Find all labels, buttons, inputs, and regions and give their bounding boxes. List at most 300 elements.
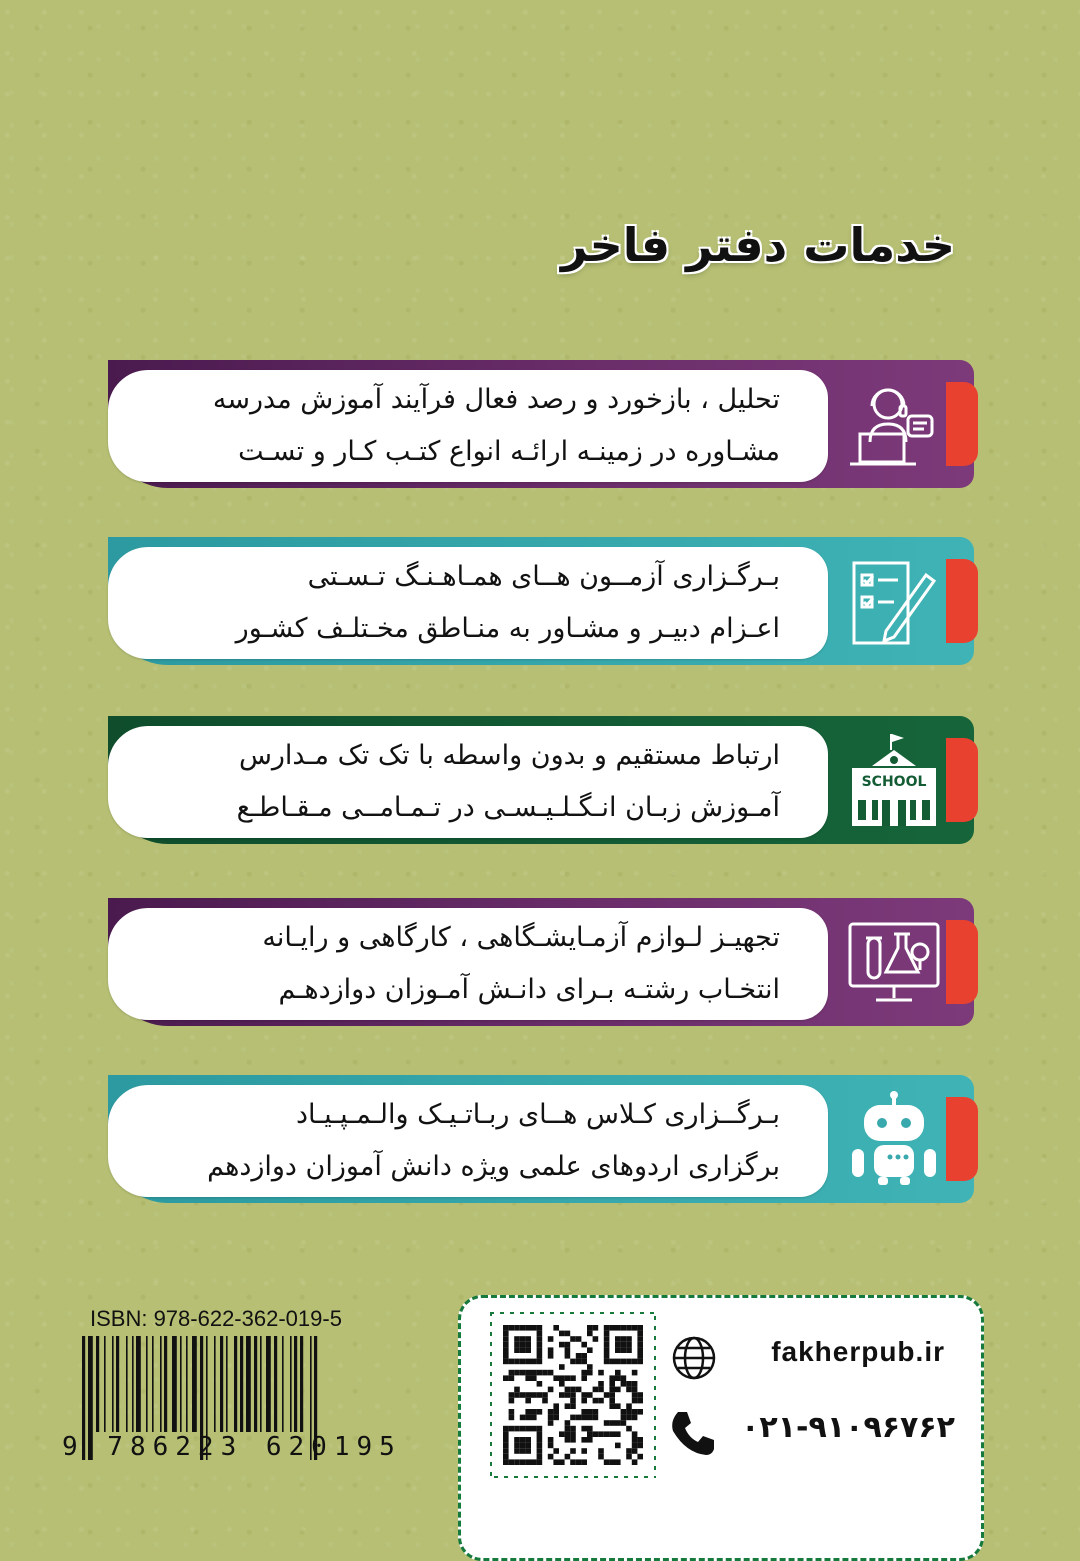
barcode-bar — [96, 1336, 99, 1432]
qr-cell — [587, 1426, 593, 1432]
qr-cell — [520, 1342, 526, 1348]
qr-cell — [570, 1398, 576, 1404]
qr-cell — [632, 1381, 638, 1387]
qr-cell — [525, 1325, 531, 1331]
red-tab — [946, 920, 978, 1004]
qr-cell — [637, 1443, 643, 1449]
qr-cell — [525, 1375, 531, 1381]
qr-cell — [615, 1443, 621, 1449]
qr-cell — [593, 1387, 599, 1393]
qr-cell — [609, 1359, 615, 1365]
barcode-digits: 9 786223 620195 — [62, 1432, 402, 1462]
qr-cell — [537, 1370, 543, 1376]
qr-cell — [621, 1347, 627, 1353]
qr-cell — [598, 1448, 604, 1454]
qr-cell — [565, 1392, 571, 1398]
qr-cell — [637, 1331, 643, 1337]
qr-cell — [537, 1342, 543, 1348]
qr-cell — [604, 1336, 610, 1342]
qr-cell — [537, 1336, 543, 1342]
qr-cell — [503, 1431, 509, 1437]
qr-cell — [565, 1387, 571, 1393]
qr-cell — [621, 1420, 627, 1426]
qr-cell — [559, 1375, 565, 1381]
qr-cell — [587, 1409, 593, 1415]
qr-cell — [604, 1420, 610, 1426]
qr-cell — [514, 1437, 520, 1443]
qr-code[interactable] — [490, 1312, 656, 1478]
qr-cell — [615, 1347, 621, 1353]
qr-cell — [531, 1409, 537, 1415]
barcode-bar — [274, 1336, 277, 1432]
qr-cell — [537, 1409, 543, 1415]
qr-cell — [514, 1387, 520, 1393]
qr-cell — [503, 1459, 509, 1465]
qr-cell — [503, 1375, 509, 1381]
qr-cell — [537, 1454, 543, 1460]
qr-cell — [537, 1459, 543, 1465]
qr-cell — [531, 1459, 537, 1465]
service-line-2: اعـزام دبیـر و مشـاور به منـاطق مخـتلـف کشـور — [235, 613, 780, 644]
qr-cell — [626, 1325, 632, 1331]
service-item-2 — [108, 537, 974, 665]
qr-cell — [514, 1336, 520, 1342]
qr-cell — [570, 1426, 576, 1432]
qr-cell — [520, 1325, 526, 1331]
qr-cell — [537, 1325, 543, 1331]
qr-cell — [609, 1375, 615, 1381]
qr-cell — [609, 1459, 615, 1465]
qr-cell — [537, 1381, 543, 1387]
qr-cell — [542, 1370, 548, 1376]
globe-icon — [670, 1334, 718, 1382]
barcode-bar — [294, 1336, 297, 1432]
qr-cell — [570, 1431, 576, 1437]
qr-cell — [553, 1375, 559, 1381]
barcode-bar — [186, 1336, 188, 1432]
page-title: خدمات دفتر فاخر — [560, 218, 955, 272]
qr-cell — [587, 1415, 593, 1421]
qr-cell — [520, 1415, 526, 1421]
qr-cell — [509, 1459, 515, 1465]
qr-cell — [548, 1347, 554, 1353]
qr-cell — [565, 1437, 571, 1443]
qr-cell — [576, 1336, 582, 1342]
qr-cell — [531, 1375, 537, 1381]
consultant-laptop-icon — [846, 376, 942, 472]
qr-cell — [581, 1370, 587, 1376]
qr-cell — [621, 1342, 627, 1348]
qr-cell — [537, 1426, 543, 1432]
qr-cell — [637, 1342, 643, 1348]
qr-cell — [525, 1448, 531, 1454]
qr-cell — [565, 1353, 571, 1359]
qr-cell — [537, 1331, 543, 1337]
qr-cell — [604, 1459, 610, 1465]
qr-cell — [553, 1415, 559, 1421]
qr-cell — [525, 1336, 531, 1342]
qr-cell — [632, 1392, 638, 1398]
qr-cell — [520, 1426, 526, 1432]
red-tab — [946, 738, 978, 822]
barcode-bar — [260, 1336, 262, 1432]
qr-cell — [626, 1415, 632, 1421]
qr-cell — [621, 1336, 627, 1342]
barcode-bar — [146, 1336, 148, 1432]
service-item-4 — [108, 898, 974, 1026]
qr-cell — [576, 1387, 582, 1393]
qr-cell — [615, 1359, 621, 1365]
qr-cell — [587, 1437, 593, 1443]
qr-cell — [632, 1448, 638, 1454]
qr-cell — [637, 1325, 643, 1331]
qr-cell — [609, 1387, 615, 1393]
qr-cell — [615, 1336, 621, 1342]
qr-cell — [548, 1336, 554, 1342]
qr-cell — [514, 1359, 520, 1365]
qr-cell — [565, 1342, 571, 1348]
qr-cell — [637, 1437, 643, 1443]
qr-cell — [581, 1409, 587, 1415]
qr-cell — [604, 1353, 610, 1359]
qr-cell — [503, 1325, 509, 1331]
qr-cell — [548, 1443, 554, 1449]
qr-cell — [632, 1398, 638, 1404]
qr-cell — [503, 1331, 509, 1337]
barcode-bar — [220, 1336, 223, 1432]
qr-cell — [537, 1392, 543, 1398]
qr-cell — [531, 1359, 537, 1365]
qr-cell — [503, 1443, 509, 1449]
qr-cell — [503, 1347, 509, 1353]
qr-cell — [581, 1437, 587, 1443]
qr-cell — [637, 1347, 643, 1353]
qr-cell — [565, 1420, 571, 1426]
qr-cell — [509, 1398, 515, 1404]
qr-cell — [581, 1353, 587, 1359]
qr-cell — [581, 1398, 587, 1404]
qr-cell — [581, 1342, 587, 1348]
qr-cell — [570, 1459, 576, 1465]
qr-cell — [565, 1431, 571, 1437]
qr-cell — [626, 1381, 632, 1387]
service-line-2: مشـاوره در زمینـه ارائـه انواع کتـب کـار و تسـت — [238, 436, 780, 467]
qr-cell — [615, 1431, 621, 1437]
qr-cell — [621, 1359, 627, 1365]
qr-cell — [548, 1420, 554, 1426]
barcode-bar — [266, 1336, 271, 1432]
barcode-bar — [126, 1336, 128, 1432]
service-line-2: آمـوزش زبـان انـگـلـیـسـی در تـمـامــی مـقـاطـع — [236, 792, 780, 823]
qr-cell — [537, 1448, 543, 1454]
qr-cell — [626, 1409, 632, 1415]
qr-cell — [525, 1359, 531, 1365]
qr-cell — [531, 1370, 537, 1376]
qr-cell — [587, 1331, 593, 1337]
qr-cell — [637, 1454, 643, 1460]
qr-cell — [632, 1415, 638, 1421]
qr-cell — [570, 1415, 576, 1421]
qr-cell — [503, 1448, 509, 1454]
qr-cell — [615, 1370, 621, 1376]
phone-number[interactable]: ۰۲۱-۹۱۰۹۶۷۶۲ — [741, 1410, 955, 1445]
qr-cell — [609, 1325, 615, 1331]
qr-cell — [503, 1336, 509, 1342]
qr-cell — [514, 1370, 520, 1376]
qr-cell — [581, 1375, 587, 1381]
qr-cell — [531, 1325, 537, 1331]
qr-cell — [520, 1336, 526, 1342]
barcode-bar — [246, 1336, 251, 1432]
qr-cell — [537, 1347, 543, 1353]
qr-cell — [626, 1359, 632, 1365]
qr-cell — [637, 1353, 643, 1359]
qr-cell — [581, 1359, 587, 1365]
qr-cell — [531, 1415, 537, 1421]
qr-cell — [553, 1403, 559, 1409]
qr-cell — [548, 1353, 554, 1359]
qr-cell — [615, 1459, 621, 1465]
qr-cell — [621, 1415, 627, 1421]
qr-cell — [548, 1387, 554, 1393]
qr-cell — [509, 1359, 515, 1365]
qr-cell — [525, 1415, 531, 1421]
qr-cell — [626, 1426, 632, 1432]
qr-cell — [632, 1437, 638, 1443]
qr-cell — [542, 1398, 548, 1404]
qr-cell — [593, 1415, 599, 1421]
service-line-1: تجهیـز لـوازم آزمـایشـگاهی ، کارگاهی و رایـانه — [262, 922, 780, 953]
barcode-bar — [164, 1336, 167, 1432]
qr-cell — [593, 1398, 599, 1404]
red-tab — [946, 559, 978, 643]
qr-cell — [525, 1398, 531, 1404]
qr-cell — [598, 1454, 604, 1460]
qr-cell — [520, 1359, 526, 1365]
barcode-bar — [136, 1336, 141, 1432]
service-item-1 — [108, 360, 974, 488]
qr-cell — [559, 1331, 565, 1337]
qr-cell — [520, 1448, 526, 1454]
qr-cell — [626, 1448, 632, 1454]
qr-cell — [553, 1325, 559, 1331]
qr-cell — [509, 1325, 515, 1331]
qr-cell — [604, 1347, 610, 1353]
qr-cell — [570, 1448, 576, 1454]
website-link[interactable]: fakherpub.ir — [771, 1336, 945, 1367]
robot-icon — [846, 1091, 942, 1187]
qr-cell — [514, 1342, 520, 1348]
qr-cell — [509, 1415, 515, 1421]
qr-cell — [525, 1392, 531, 1398]
qr-cell — [503, 1342, 509, 1348]
qr-cell — [548, 1437, 554, 1443]
qr-cell — [537, 1437, 543, 1443]
barcode-bar — [160, 1336, 162, 1432]
checklist-pencil-icon — [846, 553, 942, 649]
qr-cell — [509, 1426, 515, 1432]
qr-cell — [593, 1325, 599, 1331]
qr-cell — [503, 1359, 509, 1365]
qr-cell — [598, 1381, 604, 1387]
qr-cell — [559, 1364, 565, 1370]
barcode-bar — [240, 1336, 243, 1432]
qr-cell — [576, 1415, 582, 1421]
qr-cell — [503, 1353, 509, 1359]
school-building-icon — [846, 732, 942, 828]
isbn-label: ISBN: 978-622-362-019-5 — [90, 1306, 342, 1331]
qr-cell — [626, 1336, 632, 1342]
qr-cell — [581, 1392, 587, 1398]
qr-cell — [525, 1409, 531, 1415]
qr-cell — [525, 1342, 531, 1348]
qr-cell — [520, 1347, 526, 1353]
qr-cell — [520, 1370, 526, 1376]
service-card — [108, 370, 828, 482]
qr-cell — [525, 1437, 531, 1443]
qr-cell — [548, 1454, 554, 1460]
qr-cell — [609, 1431, 615, 1437]
qr-cell — [593, 1409, 599, 1415]
qr-cell — [604, 1325, 610, 1331]
qr-cell — [520, 1443, 526, 1449]
qr-cell — [621, 1325, 627, 1331]
qr-cell — [587, 1325, 593, 1331]
qr-cell — [570, 1387, 576, 1393]
barcode-bar — [152, 1336, 154, 1432]
qr-cell — [609, 1392, 615, 1398]
qr-cell — [509, 1370, 515, 1376]
qr-cell — [604, 1342, 610, 1348]
qr-cell — [509, 1392, 515, 1398]
barcode-bar — [104, 1336, 106, 1432]
qr-cell — [553, 1448, 559, 1454]
school-label: SCHOOL — [861, 774, 927, 790]
qr-cell — [598, 1398, 604, 1404]
red-tab — [946, 1097, 978, 1181]
barcode-bar — [116, 1336, 119, 1432]
qr-cell — [559, 1392, 565, 1398]
barcode-bar — [300, 1336, 303, 1432]
barcode-bar — [226, 1336, 228, 1432]
qr-cell — [553, 1409, 559, 1415]
qr-cell — [593, 1431, 599, 1437]
qr-cell — [604, 1331, 610, 1337]
qr-cell — [525, 1443, 531, 1449]
qr-cell — [637, 1398, 643, 1404]
service-line-1: تحلیل ، بازخورد و رصد فعال فرآیند آموزش مدرسه — [212, 384, 780, 415]
service-card — [108, 726, 828, 838]
qr-cell — [570, 1403, 576, 1409]
service-line-2: انتخـاب رشتـه بـرای دانـش آمـوزان دوازدهـم — [278, 974, 780, 1005]
qr-cell — [520, 1459, 526, 1465]
qr-cell — [525, 1459, 531, 1465]
qr-cell — [559, 1459, 565, 1465]
qr-cell — [604, 1359, 610, 1365]
qr-cell — [570, 1437, 576, 1443]
qr-cell — [542, 1392, 548, 1398]
qr-cell — [621, 1409, 627, 1415]
qr-cell — [565, 1403, 571, 1409]
qr-cell — [514, 1448, 520, 1454]
qr-cell — [609, 1381, 615, 1387]
qr-cell — [587, 1431, 593, 1437]
qr-cell — [525, 1370, 531, 1376]
barcode-bar — [132, 1336, 134, 1432]
qr-cell — [537, 1359, 543, 1365]
qr-cell — [570, 1375, 576, 1381]
lab-flask-monitor-icon — [846, 914, 942, 1010]
barcode-bar — [172, 1336, 177, 1432]
qr-cell — [626, 1454, 632, 1460]
qr-cell — [570, 1359, 576, 1365]
service-card — [108, 1085, 828, 1197]
qr-cell — [632, 1387, 638, 1393]
qr-cell — [503, 1426, 509, 1432]
qr-cell — [509, 1409, 515, 1415]
qr-cell — [514, 1443, 520, 1449]
qr-cell — [565, 1426, 571, 1432]
qr-cell — [565, 1331, 571, 1337]
qr-cell — [531, 1426, 537, 1432]
qr-cell — [503, 1437, 509, 1443]
qr-cell — [548, 1409, 554, 1415]
barcode-bar — [112, 1336, 114, 1432]
qr-cell — [548, 1415, 554, 1421]
barcode-bar — [234, 1336, 237, 1432]
qr-cell — [632, 1459, 638, 1465]
phone-icon — [668, 1408, 718, 1458]
qr-cell — [581, 1415, 587, 1421]
qr-cell — [615, 1387, 621, 1393]
barcode-bar — [254, 1336, 257, 1432]
qr-cell — [520, 1437, 526, 1443]
qr-cell — [621, 1375, 627, 1381]
qr-cell — [637, 1359, 643, 1365]
qr-cell — [548, 1370, 554, 1376]
qr-cell — [587, 1370, 593, 1376]
qr-cell — [632, 1431, 638, 1437]
red-tab — [946, 382, 978, 466]
service-item-5 — [108, 1075, 974, 1203]
qr-cell — [587, 1347, 593, 1353]
qr-cell — [503, 1454, 509, 1460]
qr-cell — [637, 1336, 643, 1342]
qr-cell — [509, 1375, 515, 1381]
qr-cell — [626, 1342, 632, 1348]
qr-cell — [593, 1336, 599, 1342]
qr-cell — [632, 1409, 638, 1415]
qr-cell — [514, 1459, 520, 1465]
qr-cell — [576, 1353, 582, 1359]
qr-cell — [609, 1403, 615, 1409]
qr-cell — [632, 1370, 638, 1376]
qr-cell — [598, 1387, 604, 1393]
qr-cell — [637, 1392, 643, 1398]
qr-cell — [632, 1359, 638, 1365]
qr-cell — [626, 1347, 632, 1353]
qr-cell — [615, 1420, 621, 1426]
qr-cell — [559, 1431, 565, 1437]
qr-cell — [565, 1454, 571, 1460]
qr-cell — [598, 1370, 604, 1376]
qr-cell — [559, 1381, 565, 1387]
qr-cell — [525, 1426, 531, 1432]
qr-cell — [514, 1392, 520, 1398]
qr-cell — [537, 1353, 543, 1359]
qr-cell — [626, 1403, 632, 1409]
qr-cell — [553, 1459, 559, 1465]
